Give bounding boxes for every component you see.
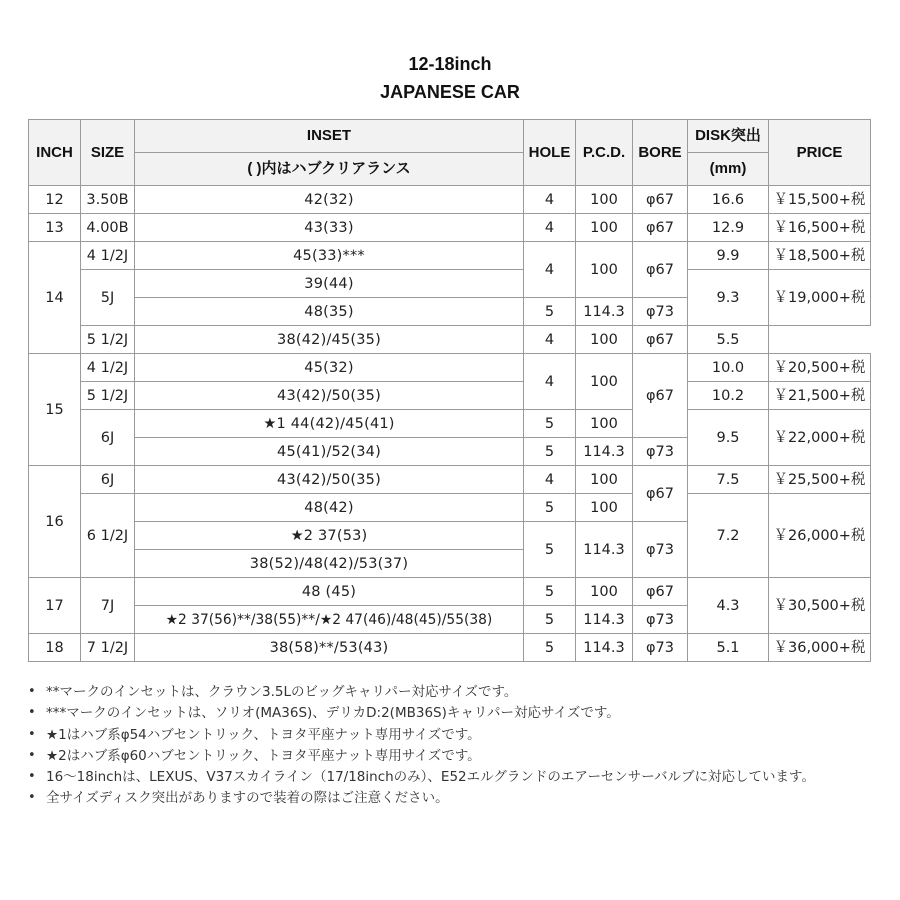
inset-cell: 45(33)***	[135, 242, 524, 270]
note-item	[28, 703, 878, 724]
pcd-cell: 100	[576, 186, 633, 214]
size-cell: 6 1/2J	[81, 494, 135, 578]
bore-cell: φ67	[633, 578, 688, 606]
inch-cell: 15	[29, 354, 81, 466]
size-cell: 6J	[81, 466, 135, 494]
pcd-cell: 114.3	[576, 522, 633, 578]
inset-cell: 45(41)/52(34)	[135, 438, 524, 466]
price-cell: ￥21,500+税	[769, 382, 871, 410]
header-size: SIZE	[81, 120, 135, 186]
inset-cell: 43(42)/50(35)	[135, 466, 524, 494]
bullet-icon: •	[28, 790, 36, 806]
hole-cell: 4	[524, 214, 576, 242]
hole-cell: 4	[524, 326, 576, 354]
inset-cell: 48(35)	[135, 298, 524, 326]
pcd-cell: 100	[576, 354, 633, 410]
disk-cell: 7.2	[688, 494, 769, 578]
pcd-cell: 100	[576, 214, 633, 242]
price-cell: ￥30,500+税	[769, 578, 871, 634]
size-cell: 5 1/2J	[81, 326, 135, 354]
pcd-cell: 100	[576, 578, 633, 606]
note-text: ★2はハブ系φ60ハブセントリック、トヨタ平座ナット専用サイズです。	[46, 747, 481, 764]
note-item	[28, 682, 878, 703]
header-hole: HOLE	[524, 120, 576, 186]
header-inset: INSET	[135, 120, 524, 153]
disk-cell: 10.2	[688, 382, 769, 410]
hole-cell: 5	[524, 410, 576, 438]
wheel-size-table	[28, 119, 871, 662]
note-item	[28, 767, 878, 788]
inset-cell: 48 (45)	[135, 578, 524, 606]
pcd-cell: 114.3	[576, 634, 633, 662]
inch-cell: 17	[29, 578, 81, 634]
inch-cell: 16	[29, 466, 81, 578]
price-cell: ￥25,500+税	[769, 466, 871, 494]
inch-cell: 13	[29, 214, 81, 242]
inset-cell: 42(32)	[135, 186, 524, 214]
pcd-cell: 114.3	[576, 606, 633, 634]
pcd-cell: 100	[576, 410, 633, 438]
disk-cell: 9.3	[688, 270, 769, 326]
header-bore: BORE	[633, 120, 688, 186]
hole-cell: 5	[524, 438, 576, 466]
price-cell: ￥22,000+税	[769, 410, 871, 466]
price-cell: ￥26,000+税	[769, 494, 871, 578]
hole-cell: 4	[524, 466, 576, 494]
bore-cell: φ67	[633, 214, 688, 242]
hole-cell: 5	[524, 634, 576, 662]
size-cell: 5 1/2J	[81, 382, 135, 410]
table-row	[29, 270, 871, 298]
size-cell: 4.00B	[81, 214, 135, 242]
inset-cell: 43(42)/50(35)	[135, 382, 524, 410]
price-cell: ￥36,000+税	[769, 634, 871, 662]
size-cell: 7J	[81, 578, 135, 634]
bullet-icon: •	[28, 684, 36, 699]
note-item	[28, 725, 878, 746]
hole-cell: 5	[524, 494, 576, 522]
header-inch: INCH	[29, 120, 81, 186]
header-disk: DISK突出	[688, 120, 769, 153]
bore-cell: φ73	[633, 298, 688, 326]
price-cell: ￥19,000+税	[769, 270, 871, 326]
bullet-icon: •	[28, 747, 36, 763]
bore-cell: φ73	[633, 606, 688, 634]
inset-cell: ★2 37(53)	[135, 522, 524, 550]
bore-cell: φ67	[633, 326, 688, 354]
price-cell: ￥15,500+税	[769, 186, 871, 214]
note-text: ***マークのインセットは、ソリオ(MA36S)、デリカD:2(MB36S)キャリパー対応サイズです。	[46, 705, 620, 722]
pcd-cell: 114.3	[576, 298, 633, 326]
table-row	[29, 410, 871, 438]
bullet-icon: •	[28, 769, 36, 785]
disk-cell: 4.3	[688, 578, 769, 634]
price-cell: ￥18,500+税	[769, 242, 871, 270]
hole-cell: 4	[524, 242, 576, 298]
note-text: 16～18inchは、LEXUS、V37スカイライン（17/18inchのみ）、E52エルグランドのエアーセンサーバルブに対応しています。	[46, 769, 815, 786]
note-text: 全サイズディスク突出がありますので装着の際はご注意ください。	[46, 790, 449, 807]
bore-cell: φ67	[633, 242, 688, 298]
price-cell: ￥20,500+税	[769, 354, 871, 382]
size-cell: 5J	[81, 270, 135, 326]
hole-cell: 4	[524, 354, 576, 410]
disk-cell: 7.5	[688, 466, 769, 494]
inset-cell: 39(44)	[135, 270, 524, 298]
hole-cell: 5	[524, 606, 576, 634]
bore-cell: φ73	[633, 522, 688, 578]
bore-cell: φ73	[633, 438, 688, 466]
pcd-cell: 114.3	[576, 438, 633, 466]
inset-cell: 43(33)	[135, 214, 524, 242]
table-row	[29, 354, 871, 382]
inch-cell: 18	[29, 634, 81, 662]
bullet-icon: •	[28, 705, 36, 721]
inset-cell: 48(42)	[135, 494, 524, 522]
disk-cell: 5.1	[688, 634, 769, 662]
table-row	[29, 494, 871, 522]
size-cell: 7 1/2J	[81, 634, 135, 662]
disk-cell: 9.9	[688, 242, 769, 270]
inch-cell: 14	[29, 242, 81, 354]
disk-cell: 16.6	[688, 186, 769, 214]
table-row	[29, 214, 871, 242]
pcd-cell: 100	[576, 242, 633, 298]
header-pcd: P.C.D.	[576, 120, 633, 186]
size-cell: 4 1/2J	[81, 354, 135, 382]
hole-cell: 5	[524, 522, 576, 578]
header-disk-unit: (mm)	[688, 153, 769, 186]
inset-cell: 38(42)/45(35)	[135, 326, 524, 354]
inset-cell: 38(58)**/53(43)	[135, 634, 524, 662]
pcd-cell: 100	[576, 466, 633, 494]
inch-cell: 12	[29, 186, 81, 214]
table-row	[29, 382, 871, 410]
table-row	[29, 578, 871, 606]
page-title: 12-18inch	[408, 54, 492, 74]
hole-cell: 4	[524, 186, 576, 214]
size-cell: 6J	[81, 410, 135, 466]
inset-cell: ★2 37(56)**/38(55)**/★2 47(46)/48(45)/55(38)	[135, 606, 524, 634]
pcd-cell: 100	[576, 326, 633, 354]
disk-cell: 9.5	[688, 410, 769, 466]
pcd-cell: 100	[576, 494, 633, 522]
disk-cell: 5.5	[688, 326, 769, 354]
inset-cell: 45(32)	[135, 354, 524, 382]
size-cell: 3.50B	[81, 186, 135, 214]
table-row	[29, 186, 871, 214]
inset-cell: ★1 44(42)/45(41)	[135, 410, 524, 438]
table-row	[29, 634, 871, 662]
bore-cell: φ73	[633, 634, 688, 662]
note-item	[28, 746, 878, 767]
table-row	[29, 242, 871, 270]
table-row	[29, 466, 871, 494]
table-row	[29, 326, 871, 354]
bore-cell: φ67	[633, 186, 688, 214]
header-price: PRICE	[769, 120, 871, 186]
disk-cell: 10.0	[688, 354, 769, 382]
bore-cell: φ67	[633, 354, 688, 438]
hole-cell: 5	[524, 578, 576, 606]
bore-cell: φ67	[633, 466, 688, 522]
price-cell: ￥16,500+税	[769, 214, 871, 242]
note-item	[28, 788, 878, 809]
hole-cell: 5	[524, 298, 576, 326]
size-cell: 4 1/2J	[81, 242, 135, 270]
note-text: **マークのインセットは、クラウン3.5Lのビッグキャリパー対応サイズです。	[46, 684, 518, 700]
note-text: ★1はハブ系φ54ハブセントリック、トヨタ平座ナット専用サイズです。	[46, 726, 481, 743]
header-inset-note: ( )内はハブクリアランス	[135, 153, 524, 186]
notes-list	[28, 682, 878, 810]
inset-cell: 38(52)/48(42)/53(37)	[135, 550, 524, 578]
disk-cell: 12.9	[688, 214, 769, 242]
bullet-icon: •	[28, 726, 36, 742]
page-subtitle: JAPANESE CAR	[380, 82, 520, 102]
